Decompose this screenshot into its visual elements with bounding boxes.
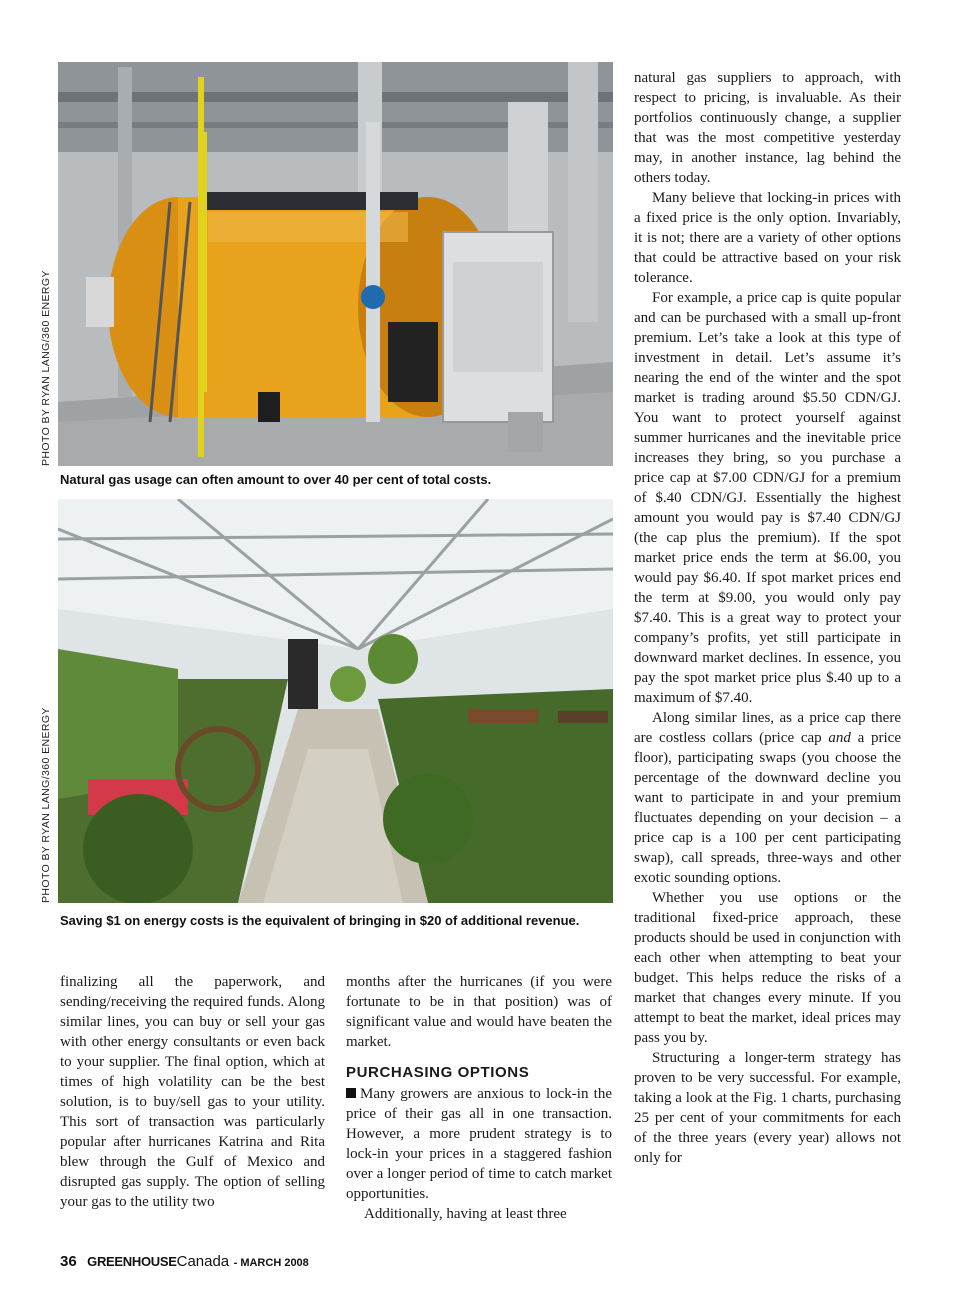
photo-caption-2: Saving $1 on energy costs is the equivalent of bringing in $20 of additional revenue. <box>60 913 580 928</box>
photo-caption-1: Natural gas usage can often amount to over 40 per cent of total costs. <box>60 472 492 487</box>
page-footer <box>60 1253 309 1271</box>
magazine-name-bold: GREENHOUSE <box>87 1254 177 1269</box>
greenhouse-photo <box>58 499 613 903</box>
column1-paragraph: finalizing all the paperwork, and sending/receiving the required funds. Along similar lines, you can buy or sell your gas with other energy consultants or even back to your supplier. The final option, which at times of high volatility can be the best solution, is to buy/sell gas to your utility. This sort of transaction was particularly popular after hurricanes Katrina and Rita blew through the Gulf of Mexico and disrupted gas supply. The option of selling your gas to the utility two <box>60 974 325 1210</box>
article-column-3 <box>634 68 901 1168</box>
page-number: 36 <box>60 1253 77 1270</box>
article-column-1 <box>60 972 325 1212</box>
column3-paragraph-4: Along similar lines, as a price cap there are costless collars (price cap and a price floor), participating swaps (you choose the percentage of the downward decline you want to participate in and your premium fluctuates depending on your decision – a price cap is a 100 per cent participating swap), call spreads, three-ways and other exotic sounding options. <box>634 710 902 886</box>
column3-paragraph-5: Whether you use options or the traditional fixed-price approach, these products should be used in conjunction with each other when attempting to beat your budget. This helps reduce the risks of a market that changes every minute. If you attempt to beat the market, ideal prices may pass you by. <box>634 890 901 1046</box>
column2-paragraph-2: Many growers are anxious to lock-in the price of their gas all in one transaction. However, a more prudent strategy is to lock-in your prices in a staggered fashion over a longer period of time to catch market opportunities. <box>346 1086 612 1202</box>
column3-paragraph-3: For example, a price cap is quite popular and can be purchased with a small up-front premium. Let’s take a look at this type of investment in detail. Let’s assume it’s nearing the end of the winter and the spot market is trading around $5.50 CDN/GJ. You want to protect yourself against summer hurricanes and the inevitable price increases they bring, so you purchase a price cap at $7.00 CDN/GJ for a premium of $.40 CDN/GJ. Essentially the highest amount you would pay is $7.40 CDN/GJ (the cap plus the premium). If the spot market price ends the term at $6.00, you would pay $6.40. If spot market prices end the term at $9.00, you would only pay $7.40. This is a great way to protect your company’s profits, yet still participate in downward market declines. In essence, you pay the spot market price plus $.40 up to a maximum of $7.40. <box>634 290 901 706</box>
column3-paragraph-1: natural gas suppliers to approach, with respect to pricing, is invaluable. As their portfolios continuously change, a supplier that was the most competitive yesterday may, in another instance, lag behind the others today. <box>634 70 901 186</box>
section-heading: PURCHASING OPTIONS <box>346 1064 530 1081</box>
photo-credit-2: PHOTO BY RYAN LANG/360 ENERGY <box>40 707 52 903</box>
square-bullet-icon <box>346 1088 356 1098</box>
article-column-2 <box>346 972 612 1224</box>
column2-paragraph-3: Additionally, having at least three <box>364 1206 567 1222</box>
magazine-name-light: Canada <box>176 1253 230 1270</box>
boiler-photo <box>58 62 613 466</box>
column3-paragraph-6: Structuring a longer-term strategy has proven to be very successful. For example, taking a look at the Fig. 1 charts, purchasing 25 per cent of your commitments for each of the three years (every year) allows not only for <box>634 1050 901 1166</box>
issue-date: - MARCH 2008 <box>233 1257 309 1269</box>
photo-credit-1: PHOTO BY RYAN LANG/360 ENERGY <box>40 270 52 466</box>
column2-paragraph-1: months after the hurricanes (if you were fortunate to be in that position) was of significant value and would have beaten the market. <box>346 974 612 1050</box>
column3-paragraph-2: Many believe that locking-in prices with a fixed price is the only option. Invariably, it is not; there are a variety of other options that could be attractive based on your risk tolerance. <box>634 190 901 286</box>
